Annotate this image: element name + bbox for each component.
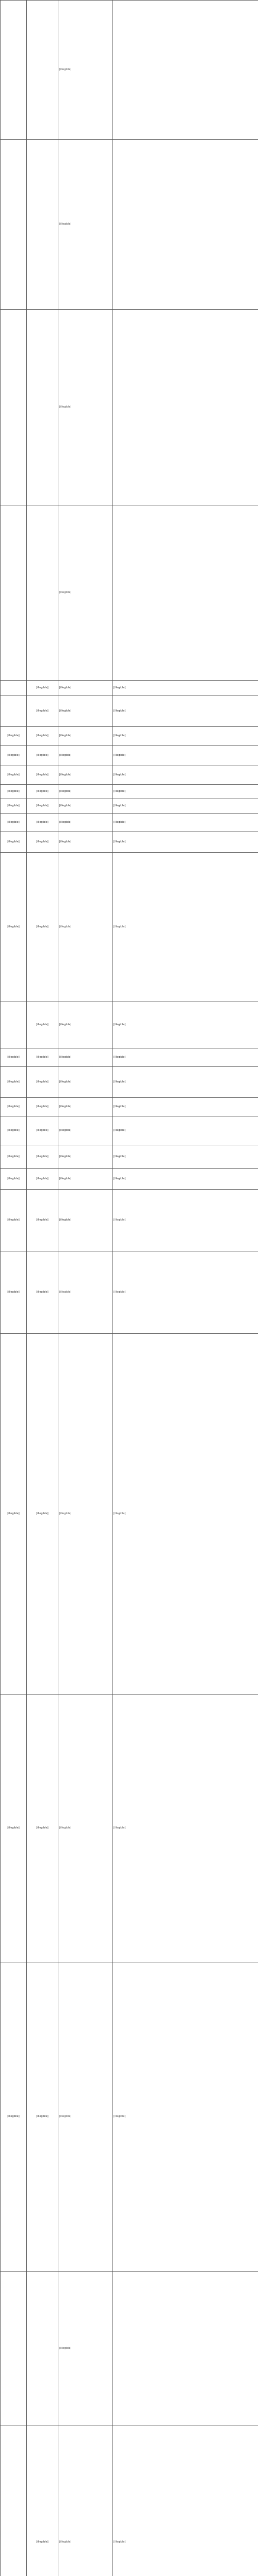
cell-col2: [illegible] xyxy=(27,2426,58,2576)
cell-col2: [illegible] xyxy=(27,853,58,1002)
table-row xyxy=(1,766,258,785)
cell-col4 xyxy=(112,1962,258,2272)
cell-col2 xyxy=(27,310,58,505)
cell-col3 xyxy=(58,2272,112,2426)
cell-col2 xyxy=(27,2272,58,2426)
cell-col3: [illegible] xyxy=(58,1002,112,1048)
cell-col4: [illegible] xyxy=(112,1116,258,1145)
cell-col4 xyxy=(112,505,258,681)
cell-col2: [illegible] xyxy=(27,1048,58,1067)
cell-col1: [illegible] xyxy=(1,799,27,814)
cell-col3: [illegible] xyxy=(58,1169,112,1190)
cell-col1: [illegible] xyxy=(1,1190,27,1251)
table-row xyxy=(1,1048,258,1067)
cell-col1 xyxy=(1,140,27,310)
cell-col4: [illegible] xyxy=(112,1145,258,1169)
cell-col3: [illegible] xyxy=(58,696,112,727)
cell-text: [illegible] xyxy=(59,2346,72,2350)
cell-col1 xyxy=(1,1,27,140)
cell-text: [illegible] xyxy=(59,590,72,594)
cell-col1: [illegible] xyxy=(1,1694,27,1962)
cell-col4: [illegible] xyxy=(112,1002,258,1048)
cell-col1 xyxy=(1,1002,27,1048)
table-row xyxy=(1,1190,258,1251)
cell-col2 xyxy=(27,1,58,140)
cell-col3: [illegible] xyxy=(58,1048,112,1067)
cell-col2: [illegible] xyxy=(27,766,58,785)
cell-col4: [illegible] xyxy=(112,814,258,832)
cell-col2: [illegible] xyxy=(27,1169,58,1190)
cell-col1: [illegible] xyxy=(1,785,27,799)
cell-col3: [illegible] xyxy=(58,1190,112,1251)
cell-col1 xyxy=(1,2426,27,2576)
cell-col3: [illegible] xyxy=(58,766,112,785)
cell-col3 xyxy=(58,1334,112,1694)
cell-col3 xyxy=(58,1962,112,2272)
cell-text: [illegible] xyxy=(114,2114,126,2118)
table-body xyxy=(1,1,258,2576)
cell-text: [illegible] xyxy=(59,67,72,71)
cell-col3: [illegible] xyxy=(58,814,112,832)
cell-col3 xyxy=(58,140,112,310)
cell-col1: [illegible] xyxy=(1,1169,27,1190)
cell-col4 xyxy=(112,140,258,310)
cell-col3: [illegible] xyxy=(58,785,112,799)
cell-col1: [illegible] xyxy=(1,727,27,745)
table-row xyxy=(1,140,258,310)
cell-col2: [illegible] xyxy=(27,745,58,766)
table-row xyxy=(1,1694,258,1962)
cell-col1: [illegible] xyxy=(1,1048,27,1067)
table-row xyxy=(1,2426,258,2576)
cell-col2: [illegible] xyxy=(27,1116,58,1145)
cell-text: [illegible] xyxy=(114,1512,126,1515)
cell-col1: [illegible] xyxy=(1,1251,27,1334)
table-row xyxy=(1,853,258,1002)
cell-col4: [illegible] xyxy=(112,681,258,696)
table-row xyxy=(1,799,258,814)
cell-col3: [illegible] xyxy=(58,799,112,814)
table-row xyxy=(1,1251,258,1334)
cell-col2: [illegible] xyxy=(27,681,58,696)
cell-text: [illegible] xyxy=(59,222,72,226)
cell-col4: [illegible] xyxy=(112,799,258,814)
cell-col3: [illegible] xyxy=(58,1116,112,1145)
cell-col1: [illegible] xyxy=(1,766,27,785)
cell-col3: [illegible] xyxy=(58,727,112,745)
table-row xyxy=(1,814,258,832)
cell-col2 xyxy=(27,505,58,681)
cell-col1: [illegible] xyxy=(1,745,27,766)
table-row xyxy=(1,2272,258,2426)
cell-col3: [illegible] xyxy=(58,832,112,853)
cell-col4 xyxy=(112,1190,258,1251)
cell-text: [illegible] xyxy=(114,2540,126,2544)
cell-col4 xyxy=(112,1,258,140)
cell-col4: [illegible] xyxy=(112,1169,258,1190)
cell-col4: [illegible] xyxy=(112,1048,258,1067)
cell-col4: [illegible] xyxy=(112,766,258,785)
cell-col2: [illegible] xyxy=(27,1145,58,1169)
cell-text: [illegible] xyxy=(114,1826,126,1829)
cell-text: [illegible] xyxy=(114,1218,126,1222)
table-row xyxy=(1,1169,258,1190)
cell-col1: [illegible] xyxy=(1,1067,27,1098)
table-row xyxy=(1,745,258,766)
cell-col2 xyxy=(27,140,58,310)
cell-col4: [illegible] xyxy=(112,832,258,853)
cell-col4: [illegible] xyxy=(112,696,258,727)
cell-col3 xyxy=(58,1,112,140)
cell-col2: [illegible] xyxy=(27,799,58,814)
cell-col4 xyxy=(112,1334,258,1694)
cell-col3: [illegible] xyxy=(58,745,112,766)
cell-text: [illegible] xyxy=(59,1512,72,1515)
cell-text: [illegible] xyxy=(59,925,72,928)
cell-col2: [illegible] xyxy=(27,814,58,832)
cell-col4: [illegible] xyxy=(112,1067,258,1098)
cell-col4 xyxy=(112,853,258,1002)
cell-text: [illegible] xyxy=(114,925,126,928)
cell-col1: [illegible] xyxy=(1,1116,27,1145)
table-row xyxy=(1,1145,258,1169)
cell-col2: [illegible] xyxy=(27,696,58,727)
cell-col3: [illegible] xyxy=(58,1067,112,1098)
cell-col4 xyxy=(112,1251,258,1334)
cell-col1: [illegible] xyxy=(1,1334,27,1694)
cell-col3 xyxy=(58,1251,112,1334)
cell-col2: [illegible] xyxy=(27,832,58,853)
cell-col1: [illegible] xyxy=(1,1145,27,1169)
cell-col2: [illegible] xyxy=(27,1002,58,1048)
cell-col2: [illegible] xyxy=(27,1334,58,1694)
cell-col4: [illegible] xyxy=(112,745,258,766)
cell-col4 xyxy=(112,2426,258,2576)
cell-col3: [illegible] xyxy=(58,1098,112,1116)
table-row xyxy=(1,310,258,505)
table-row xyxy=(1,1,258,140)
cell-col4: [illegible] xyxy=(112,727,258,745)
cell-col2: [illegible] xyxy=(27,1067,58,1098)
table-row xyxy=(1,1334,258,1694)
table-row xyxy=(1,696,258,727)
cell-col4: [illegible] xyxy=(112,785,258,799)
cell-col3: [illegible] xyxy=(58,1145,112,1169)
cell-col3 xyxy=(58,505,112,681)
cell-text: [illegible] xyxy=(59,405,72,409)
cell-col1: [illegible] xyxy=(1,832,27,853)
cell-text: [illegible] xyxy=(59,2540,72,2544)
cell-col4 xyxy=(112,310,258,505)
cell-col2: [illegible] xyxy=(27,1962,58,2272)
cell-col2: [illegible] xyxy=(27,785,58,799)
cell-text: [illegible] xyxy=(59,1826,72,1829)
cell-col1 xyxy=(1,696,27,727)
table-row xyxy=(1,1002,258,1048)
cell-col2: [illegible] xyxy=(27,1251,58,1334)
table-row xyxy=(1,785,258,799)
cell-col2: [illegible] xyxy=(27,1694,58,1962)
cell-col3: [illegible] xyxy=(58,681,112,696)
cell-col3 xyxy=(58,310,112,505)
cell-col1: [illegible] xyxy=(1,814,27,832)
cell-text: [illegible] xyxy=(59,1290,72,1294)
table-row xyxy=(1,1067,258,1098)
cell-col2: [illegible] xyxy=(27,1098,58,1116)
cell-col2: [illegible] xyxy=(27,727,58,745)
table-row xyxy=(1,727,258,745)
cell-col1 xyxy=(1,505,27,681)
table-row xyxy=(1,681,258,696)
table-row xyxy=(1,832,258,853)
cell-col1 xyxy=(1,2272,27,2426)
cell-col2: [illegible] xyxy=(27,1190,58,1251)
cell-col1: [illegible] xyxy=(1,1962,27,2272)
cell-col1 xyxy=(1,310,27,505)
cell-col4 xyxy=(112,2272,258,2426)
cell-col1 xyxy=(1,681,27,696)
cell-col4: [illegible] xyxy=(112,1098,258,1116)
table-row xyxy=(1,1098,258,1116)
table-row xyxy=(1,1116,258,1145)
cell-col3 xyxy=(58,1694,112,1962)
cell-text: [illegible] xyxy=(114,1290,126,1294)
cell-text: [illegible] xyxy=(59,2114,72,2118)
cell-col1: [illegible] xyxy=(1,1098,27,1116)
table-row xyxy=(1,505,258,681)
table-row xyxy=(1,1962,258,2272)
cell-col1: [illegible] xyxy=(1,853,27,1002)
cell-col4 xyxy=(112,1694,258,1962)
cell-col3 xyxy=(58,853,112,1002)
cell-col3 xyxy=(58,2426,112,2576)
